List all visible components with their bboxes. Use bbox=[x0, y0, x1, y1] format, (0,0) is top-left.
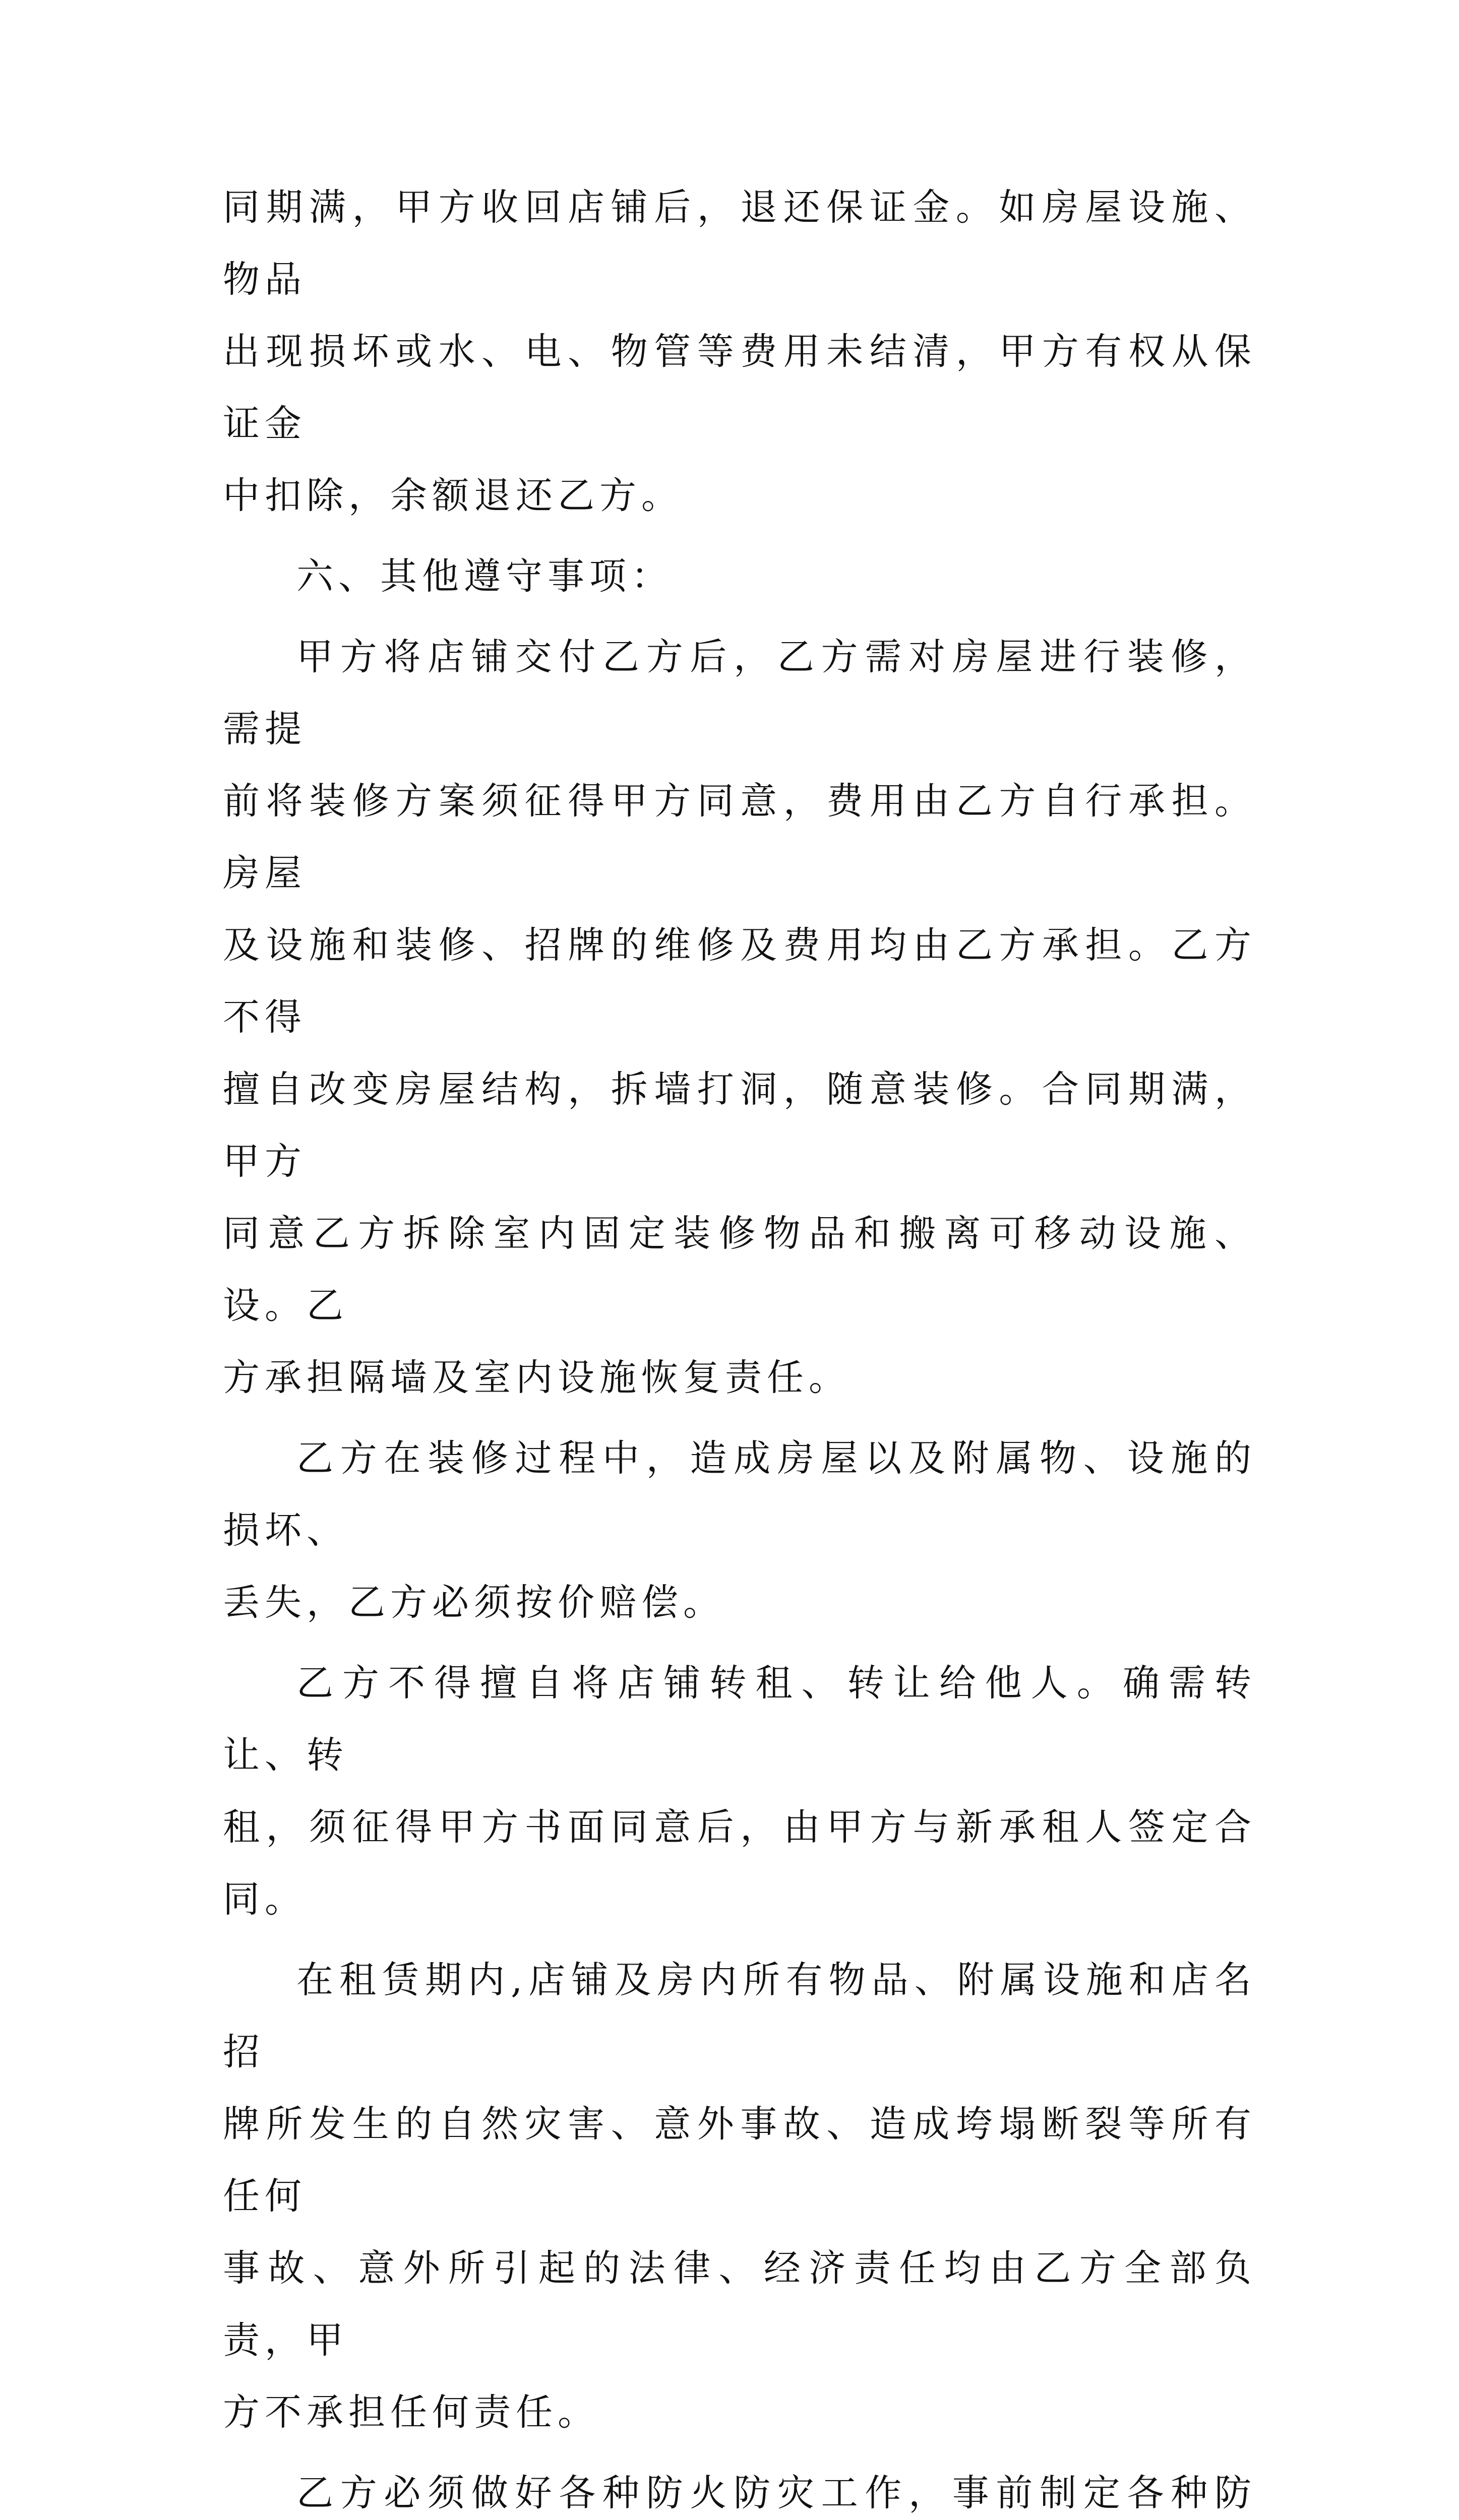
paragraph-deposit-refund: 同期满，甲方收回店铺后，退还保证金。如房屋设施、物品 出现损坏或水、电、物管等费用未结清，甲方有权从保证金 中扣除，余额退还乙方。 bbox=[223, 186, 1256, 517]
section-heading-other-matters: 六、其他遵守事项： bbox=[296, 555, 673, 598]
paragraph-liability: 在租赁期内,店铺及房内所有物品、附属设施和店名招 牌所发生的自然灾害、意外事故、造成垮塌断裂等所有任何 事故、意外所引起的法律、经济责任均由乙方全部负责，甲 方不承担任何责任。 bbox=[223, 1959, 1256, 2434]
paragraph-renovation-damage: 乙方在装修过程中，造成房屋以及附属物、设施的损坏、 丢失，乙方必须按价赔偿。 bbox=[223, 1437, 1256, 1624]
paragraph-sublease: 乙方不得擅自将店铺转租、转让给他人。确需转让、转 租，须征得甲方书面同意后，由甲方与新承租人签定合同。 bbox=[223, 1662, 1256, 1921]
paragraph-renovation: 甲方将店铺交付乙方后，乙方需对房屋进行装修，需提 前将装修方案须征得甲方同意，费用由乙方自行承担。房屋 及设施和装修、招牌的维修及费用均由乙方承担。乙方不得 擅自改变房屋结构，拆墙打洞，随意装修。合同期满，甲方 同意乙方拆除室内固定装修物品和搬离可移动设施、设。乙 方承担隔墙及室内设施恢复责任。 bbox=[223, 636, 1256, 1399]
paragraph-fire-prevention: 乙方必须做好各种防火防灾工作，事前制定各种防 bbox=[296, 2472, 1256, 2514]
document-body bbox=[223, 171, 1256, 2520]
